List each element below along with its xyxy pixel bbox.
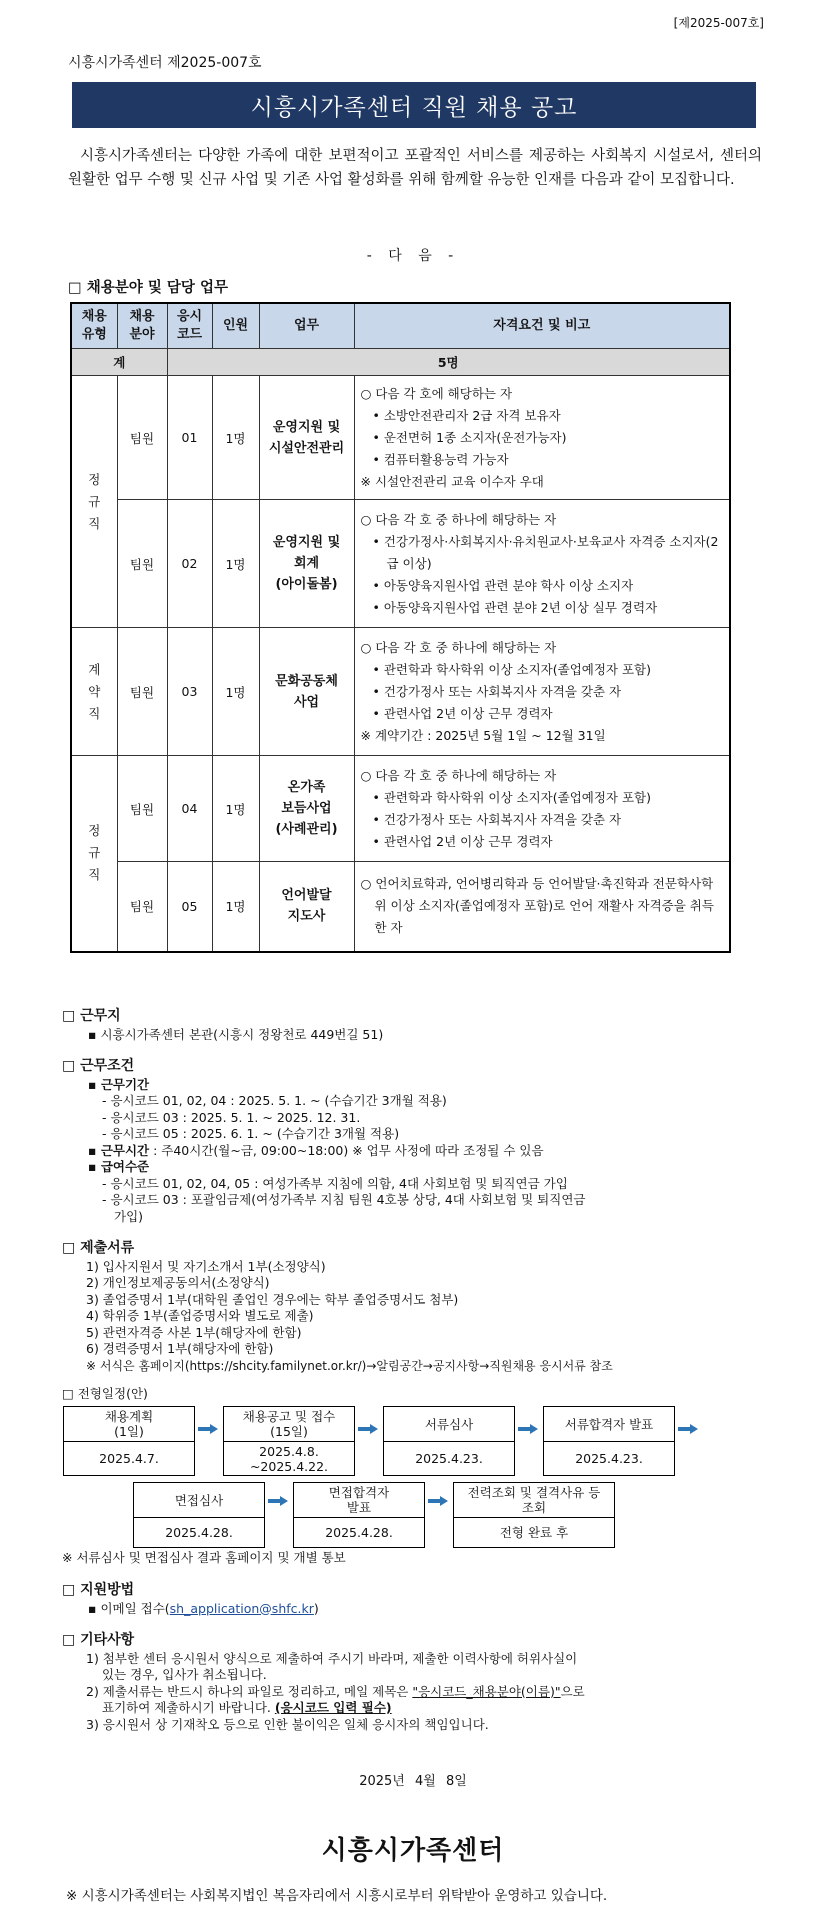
job-cell: 언어발달 지도사: [259, 862, 354, 952]
period-item: - 응시코드 03 : 2025. 5. 1. ~ 2025. 12. 31.: [102, 1109, 361, 1125]
table-header-row: [71, 303, 730, 349]
schedule-step-plan: 채용계획 (1일) 2025.4.7.: [63, 1406, 195, 1476]
document-item: 4) 학위증 1부(졸업증명서와 별도로 제출): [86, 1308, 314, 1323]
total-value: 5명: [167, 349, 730, 376]
type-cell-permanent: 정 규 직: [71, 376, 117, 628]
document-item: 1) 입사지원서 및 자기소개서 1부(소정양식): [86, 1258, 326, 1274]
type-cell-permanent: 정 규 직: [71, 756, 117, 952]
requirements-cell: ○ 다음 각 호 중 하나에 해당하는 자 • 관련학과 학사학위 이상 소지자(졸업예정자 포함) • 건강가정사 또는 사회복지사 자격을 갖춘 자 • 관련사업 2년 이상 근무 경력자: [354, 756, 730, 862]
document-item: 5) 관련자격증 사본 1부(해당자에 한함): [86, 1324, 302, 1340]
pay-item-continued: 가입): [114, 1208, 144, 1224]
arrow-right-icon: [678, 1424, 698, 1434]
apply-title: □ 지원방법: [62, 1582, 135, 1598]
document-number: [제2025-007호]: [673, 16, 764, 30]
arrow-right-icon: [198, 1424, 218, 1434]
count-cell: 1명: [212, 376, 259, 500]
field-cell: 팀원: [117, 628, 167, 756]
field-cell: 팀원: [117, 376, 167, 500]
count-cell: 1명: [212, 500, 259, 628]
document-item: 2) 개인정보제공동의서(소정양식): [86, 1275, 270, 1290]
period-item: - 응시코드 01, 02, 04 : 2025. 5. 1. ~ (수습기간 3개월 적용): [102, 1093, 447, 1108]
org-document-number: 시흥시가족센터 제2025-007호: [68, 55, 262, 71]
table-row: [71, 628, 730, 756]
schedule-step-screening-result: 서류합격자 발표 2025.4.23.: [543, 1406, 675, 1476]
code-cell: 05: [167, 862, 212, 952]
document-item: 6) 경력증명서 1부(해당자에 한함): [86, 1341, 274, 1356]
code-cell: 03: [167, 628, 212, 756]
total-label: 계: [71, 349, 167, 376]
pay-item: - 응시코드 01, 02, 04, 05 : 여성가족부 지침에 의함, 4대 사회보험 및 퇴직연금 가입: [102, 1175, 568, 1191]
job-cell: 문화공동체 사업: [259, 628, 354, 756]
document-item: 3) 졸업증명서 1부(대학원 졸업인 경우에는 학부 졸업증명서도 첨부): [86, 1291, 459, 1307]
intro-paragraph: 시흥시가족센터는 다양한 가족에 대한 보편적이고 포괄적인 서비스를 제공하는 사회복지 시설로서, 센터의 원활한 업무 수행 및 신규 사업 및 기존 사업 활성화를 위해 함께할 유능한 인재를 다음과 같이 모집합니다.: [68, 148, 762, 188]
pay-item: - 응시코드 03 : 포괄임금제(여성가족부 지침 팀원 4호봉 상당, 4대 사회보험 및 퇴직연금: [102, 1192, 586, 1207]
misc-section: [62, 1632, 762, 1733]
page-title: 시흥시가족센터 직원 채용 공고: [72, 82, 756, 128]
workplace-section: [62, 1008, 762, 1043]
schedule-step-screening: 서류심사 2025.4.23.: [383, 1406, 515, 1476]
workplace-item: ▪ 시흥시가족센터 본관(시흥시 정왕천로 449번길 51): [88, 1026, 384, 1042]
document-note: ※ 서식은 홈페이지(https://shcity.familynet.or.kr/)→알림공간→공지사항→직원채용 응시서류 참조: [86, 1358, 613, 1373]
job-cell: 운영지원 및 시설안전관리: [259, 376, 354, 500]
misc-item-continued: 있는 경우, 입사가 취소됩니다.: [102, 1667, 267, 1682]
arrow-right-icon: [428, 1496, 448, 1506]
job-cell: 운영지원 및 회계 (아이돌봄): [259, 500, 354, 628]
center-mark: - 다 음 -: [366, 248, 460, 264]
pay-label: ▪ 급여수준: [88, 1159, 150, 1174]
schedule-title: □ 전형일정(안): [62, 1386, 148, 1401]
total-row: [71, 349, 730, 376]
footer-organization: 시흥시가족센터: [321, 1836, 505, 1866]
header-field: 채용 분야: [117, 303, 167, 349]
misc-item: 3) 응시원서 상 기재착오 등으로 인한 불이익은 일체 응시자의 책임입니다.: [86, 1716, 489, 1732]
count-cell: 1명: [212, 628, 259, 756]
requirements-cell: ○ 다음 각 호에 해당하는 자 • 소방안전관리자 2급 자격 보유자 • 운전면허 1종 소지자(운전가능자) • 컴퓨터활용능력 가능자 ※ 시설안전관리 교육 이수자 우대: [354, 376, 730, 500]
recruit-section-title: □ 채용분야 및 담당 업무: [68, 280, 228, 296]
documents-section: [62, 1240, 762, 1374]
footer-note: ※ 시흥시가족센터는 사회복지법인 복음자리에서 시흥시로부터 위탁받아 운영하고 있습니다.: [66, 1888, 608, 1904]
table-row: [71, 756, 730, 862]
misc-item-continued: 표기하여 제출하시기 바랍니다. (응시코드 입력 필수): [102, 1700, 392, 1715]
count-cell: 1명: [212, 862, 259, 952]
conditions-section: [62, 1058, 762, 1225]
schedule-step-interview: 면접심사 2025.4.28.: [133, 1482, 265, 1548]
arrow-right-icon: [268, 1496, 288, 1506]
header-code: 응시 코드: [167, 303, 212, 349]
misc-item: 1) 첨부한 센터 응시원서 양식으로 제출하여 주시기 바라며, 제출한 이력사항에 허위사실이: [86, 1650, 578, 1666]
header-requirements: 자격요건 및 비고: [354, 303, 730, 349]
field-cell: 팀원: [117, 756, 167, 862]
table-row: [71, 376, 730, 500]
misc-title: □ 기타사항: [62, 1632, 135, 1648]
period-item: - 응시코드 05 : 2025. 6. 1. ~ (수습기간 3개월 적용): [102, 1126, 400, 1141]
recruit-table: [70, 302, 731, 953]
requirements-cell: ○ 언어치료학과, 언어병리학과 등 언어발달·촉진학과 전문학사학위 이상 소지자(졸업예정자 포함)로 언어 재활사 자격증을 취득한 자: [354, 862, 730, 952]
code-cell: 04: [167, 756, 212, 862]
header-count: 인원: [212, 303, 259, 349]
apply-item: ▪ 이메일 접수(sh_application@shfc.kr): [88, 1600, 319, 1616]
announcement-date: 2025년 4월 8일: [359, 1774, 467, 1789]
job-cell: 온가족 보듬사업 (사례관리): [259, 756, 354, 862]
field-cell: 팀원: [117, 500, 167, 628]
header-type: 채용 유형: [71, 303, 117, 349]
requirements-cell: ○ 다음 각 호 중 하나에 해당하는 자 • 건강가정사·사회복지사·유치원교사·보육교사 자격증 소지자(2급 이상) • 아동양육지원사업 관련 분야 학사 이상 소지자 • 아동양육지원사업 관련 분야 2년 이상 실무 경력자: [354, 500, 730, 628]
schedule-step-background-check: 전력조회 및 결격사유 등 조회 전형 완료 후: [453, 1482, 615, 1548]
arrow-right-icon: [518, 1424, 538, 1434]
apply-section: [62, 1582, 762, 1617]
table-row: [71, 500, 730, 628]
code-cell: 01: [167, 376, 212, 500]
count-cell: 1명: [212, 756, 259, 862]
requirements-cell: ○ 다음 각 호 중 하나에 해당하는 자 • 관련학과 학사학위 이상 소지자(졸업예정자 포함) • 건강가정사 또는 사회복지사 자격을 갖춘 자 • 관련사업 2년 이상 근무 경력자 ※ 계약기간 : 2025년 5월 1일 ~ 12월 31일: [354, 628, 730, 756]
workplace-title: □ 근무지: [62, 1008, 121, 1024]
arrow-right-icon: [358, 1424, 378, 1434]
schedule-step-posting: 채용공고 및 접수 (15일) 2025.4.8. ~2025.4.22.: [223, 1406, 355, 1476]
hours-line: ▪ 근무시간 : 주40시간(월~금, 09:00~18:00) ※ 업무 사정에 따라 조정될 수 있음: [88, 1142, 544, 1158]
type-cell-contract: 계 약 직: [71, 628, 117, 756]
period-label: ▪ 근무기간: [88, 1076, 150, 1092]
email-link[interactable]: sh_application@shfc.kr: [169, 1600, 314, 1616]
table-row: [71, 862, 730, 952]
code-cell: 02: [167, 500, 212, 628]
misc-item: 2) 제출서류는 반드시 하나의 파일로 정리하고, 메일 제목은 "응시코드_채용분야(이름)"으로: [86, 1683, 585, 1699]
schedule-step-interview-result: 면접합격자 발표 2025.4.28.: [293, 1482, 425, 1548]
documents-title: □ 제출서류: [62, 1240, 135, 1256]
header-job: 업무: [259, 303, 354, 349]
field-cell: 팀원: [117, 862, 167, 952]
schedule-note: ※ 서류심사 및 면접심사 결과 홈페이지 및 개별 통보: [62, 1550, 346, 1565]
conditions-title: □ 근무조건: [62, 1058, 135, 1074]
